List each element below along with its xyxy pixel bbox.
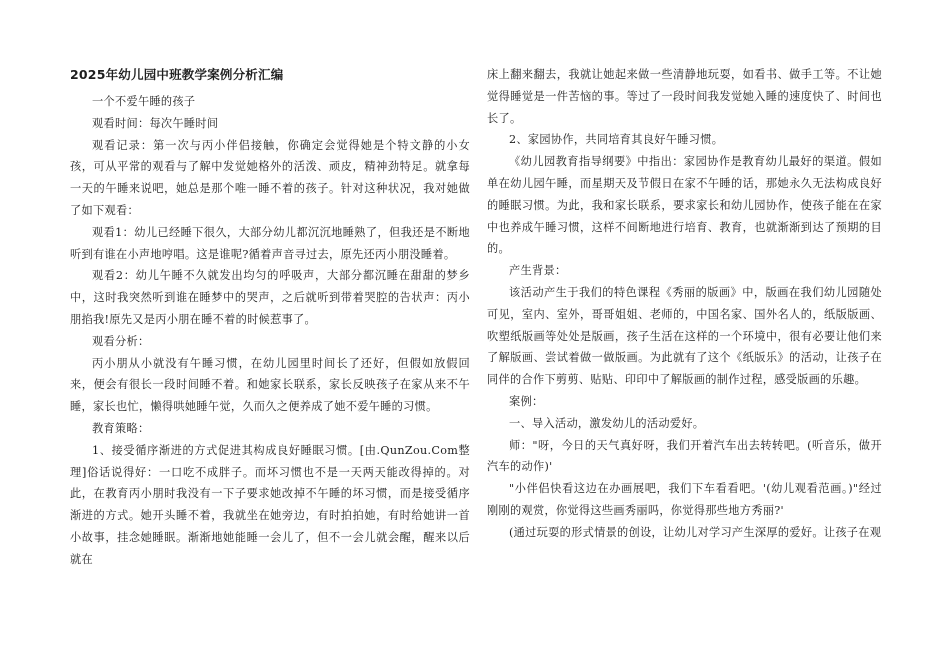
right-column xyxy=(487,64,882,544)
paragraph: 该活动产生于我们的特色课程《秀丽的版画》中，版画在我们幼儿园随处可见，室内、室外，哥哥姐姐、老师的，中国名家、国外名人的，纸版版画、吹塑纸版画等处处是版画，孩子生活在这样的一个环境中，很有必要让他们来了解版画、尝试着做一做版画。为此就有了这个《纸版乐》的活动，让孩子在同伴的合作下剪剪、贴贴、印印中了解版画的制作过程，感受版画的乐趣。 xyxy=(487,285,882,387)
paragraph: 床上翻来翻去，我就让她起来做一些清静地玩耍，如看书、做手工等。不让她觉得睡觉是一件苦恼的事。等过了一段时间我发觉她入睡的速度快了、时间也长了。 xyxy=(487,68,882,125)
left-column xyxy=(70,64,470,571)
paragraph: 产生背景： xyxy=(509,264,567,278)
paragraph: 2、家园协作，共同培育其良好午睡习惯。 xyxy=(509,133,724,147)
paragraph: 案例： xyxy=(509,394,544,408)
document-title: 2025年幼儿园中班教学案例分析汇编 xyxy=(70,67,284,82)
paragraph: 《幼儿园教育指导纲要》中指出：家园协作是教育幼儿最好的渠道。假如单在幼儿园午睡，而星期天及节假日在家不午睡的话，那她永久无法构成良好的睡眠习惯。为此，我和家长联系，要求家长和幼儿园协作，使孩子能在在家中也养成午睡习惯，这样不间断地进行培育、教育，也就渐渐到达了预期的目的。 xyxy=(487,155,882,256)
paragraph: "小伴侣快看这边在办画展吧，我们下车看看吧。'(幼儿观看范画。)"经过刚刚的观赏，你觉得这些画秀丽吗，你觉得那些地方秀丽?' xyxy=(487,482,882,517)
right-paragraphs xyxy=(487,64,882,544)
paragraph: 1、接受循序渐进的方式促进其构成良好睡眠习惯。[由.QunZou.Com整理]俗话说得好：一口吃不成胖子。而坏习惯也不是一天两天能改得掉的。对此，在教育丙小朋时我没有一下子要求她改掉不午睡的坏习惯，而是接受循序渐进的方式。她开头睡不着，我就坐在她旁边，有时拍拍她，有时给她讲一首小故事，挂念她睡眠。渐渐地她能睡一会儿了，但不一会儿就会醒，醒来以后就在 xyxy=(70,443,470,566)
paragraph: 一、导入活动，激发幼儿的活动爱好。 xyxy=(509,416,705,430)
paragraph: 一个不爱午睡的孩子 xyxy=(92,95,196,108)
paragraph: (通过玩耍的形式情景的创设，让幼儿对学习产生深厚的爱好。让孩子在观 xyxy=(509,525,882,539)
paragraph: 观看1：幼儿已经睡下很久，大部分幼儿都沉沉地睡熟了，但我还是不断地听到有谁在小声地哼唱。这是谁呢?循着声音寻过去，原先还丙小朋没睡着。 xyxy=(70,225,470,261)
paragraph: 观看2：幼儿午睡不久就发出均匀的呼吸声，大部分都沉睡在甜甜的梦乡中，这时我突然听到谁在睡梦中的哭声，之后就听到带着哭腔的告状声：丙小朋掐我!原先又是丙小朋在睡不着的时候惹事了。 xyxy=(70,269,470,326)
paragraph: 教育策略： xyxy=(92,421,150,435)
paragraph: 师："呀，今日的天气真好呀，我们开着汽车出去转转吧。(听音乐，做开汽车的动作)' xyxy=(487,438,882,474)
left-paragraphs xyxy=(70,91,470,571)
paragraph: 观看记录：第一次与丙小伴侣接触，你确定会觉得她是个特文静的小女孩，可从平常的观看与了解中发觉她格外的活泼、顽皮，精神劲特足。就拿每一天的午睡来说吧，她总是那个唯一睡不着的孩子。针对这种状况，我对她做了如下观看： xyxy=(70,138,470,217)
paragraph: 丙小朋从小就没有午睡习惯，在幼儿园里时间长了还好，但假如放假回来，便会有很长一段时间睡不着。和她家长联系，家长反映孩子在家从来不午睡，家长也忙，懒得哄她睡午觉，久而久之便养成了她不爱午睡的习惯。 xyxy=(70,356,470,414)
paragraph: 观看分析： xyxy=(92,334,150,348)
paragraph: 观看时间：每次午睡时间 xyxy=(92,116,219,130)
